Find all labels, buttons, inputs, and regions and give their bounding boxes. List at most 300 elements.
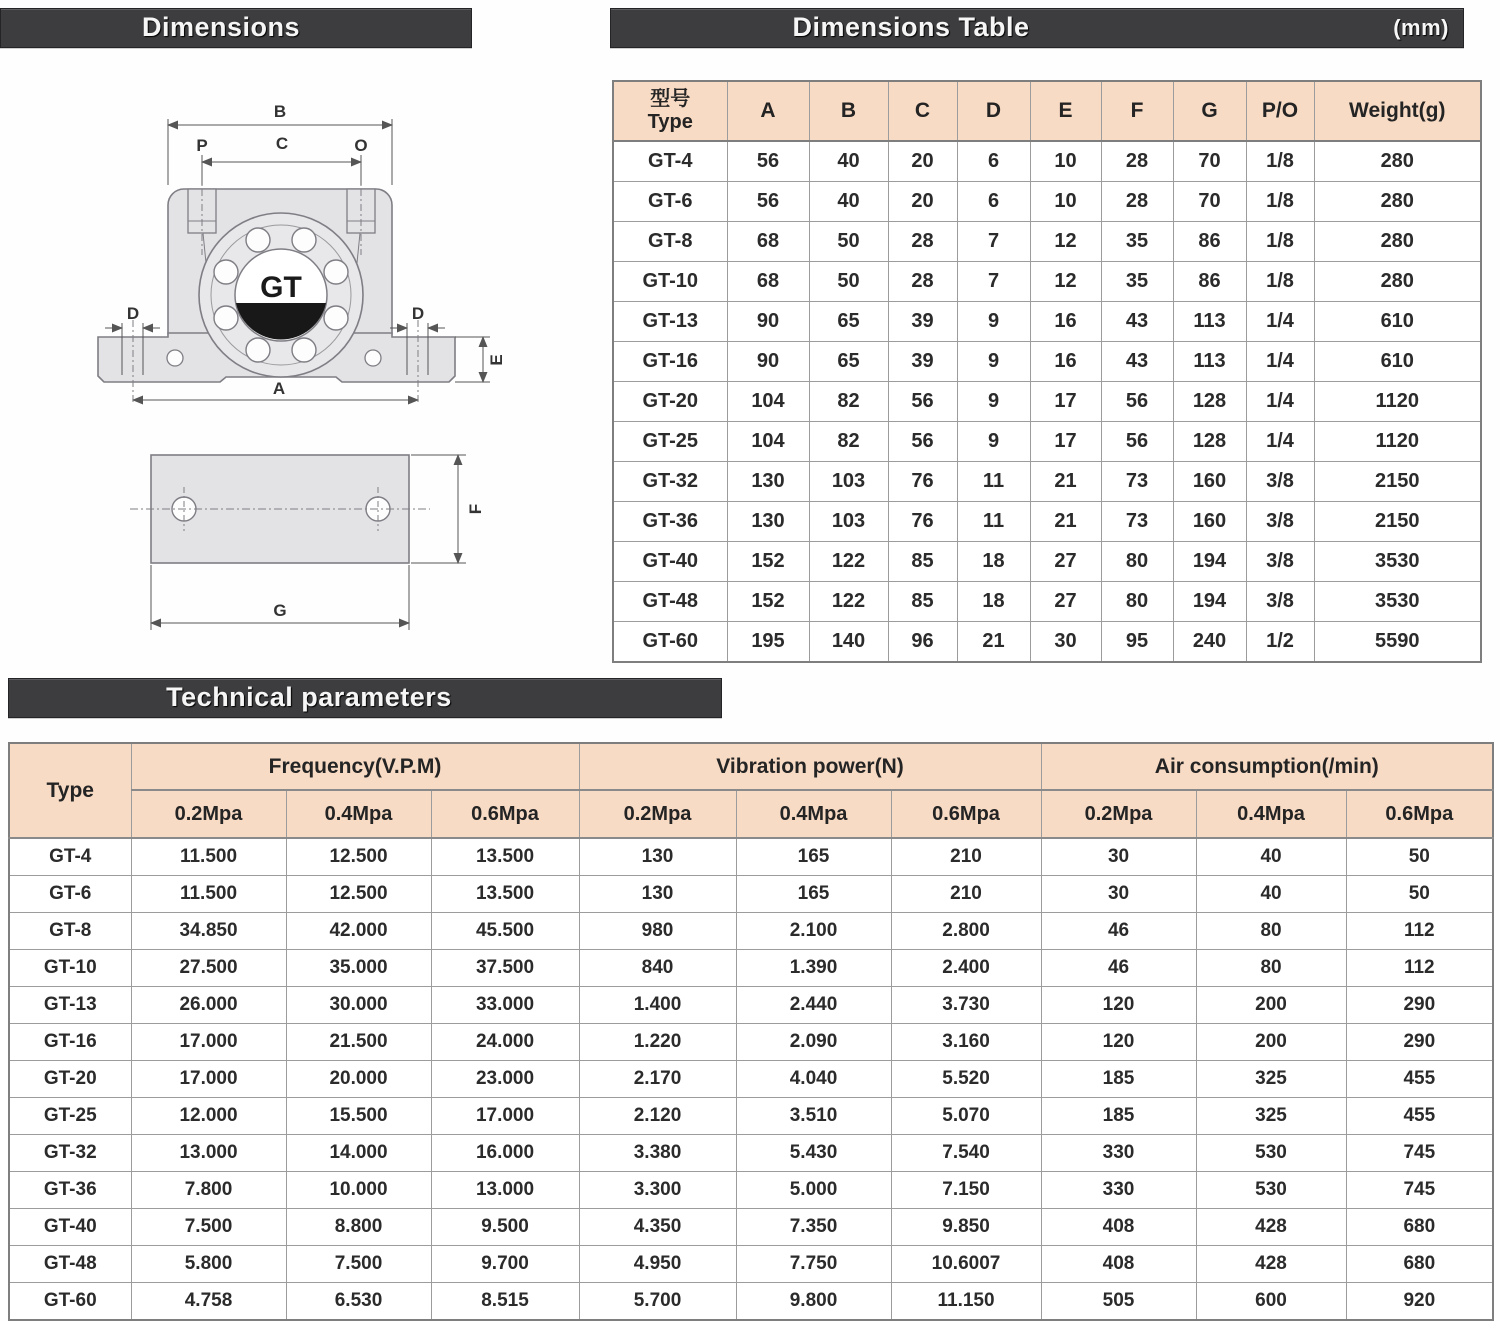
value-cell: 16	[1030, 342, 1101, 382]
dims-table-row	[613, 622, 1481, 663]
value-cell: 113	[1173, 342, 1246, 382]
dim-label-d-left: D	[126, 304, 140, 323]
value-cell: 6	[957, 182, 1030, 222]
type-cell: GT-60	[613, 622, 727, 663]
value-cell: 9	[957, 342, 1030, 382]
type-cell: GT-32	[613, 462, 727, 502]
value-cell: 4.350	[579, 1209, 736, 1246]
tech-table-row	[9, 987, 1493, 1024]
technical-section-title: Technical parameters	[166, 682, 452, 712]
value-cell: 120	[1041, 1024, 1196, 1061]
value-cell: 5.700	[579, 1283, 736, 1321]
value-cell: 20	[888, 141, 957, 182]
value-cell: 6.530	[286, 1283, 431, 1321]
value-cell: 28	[1101, 141, 1173, 182]
type-cell: GT-20	[613, 382, 727, 422]
value-cell: 76	[888, 502, 957, 542]
dim-label-o: O	[354, 136, 368, 155]
dims-header-d: D	[957, 81, 1030, 141]
value-cell: 9	[957, 382, 1030, 422]
value-cell: 26.000	[131, 987, 286, 1024]
value-cell: 15.500	[286, 1098, 431, 1135]
value-cell: 2150	[1314, 502, 1481, 542]
dims-header-type-cn: 型号	[650, 88, 691, 110]
value-cell: 42.000	[286, 913, 431, 950]
value-cell: 3.160	[891, 1024, 1041, 1061]
value-cell: 70	[1173, 141, 1246, 182]
value-cell: 130	[579, 838, 736, 876]
value-cell: 3.300	[579, 1172, 736, 1209]
value-cell: 50	[809, 222, 888, 262]
dimensions-table-unit: (mm)	[1393, 15, 1449, 40]
dimensions-table-title: Dimensions Table	[792, 12, 1030, 42]
value-cell: 20	[888, 182, 957, 222]
type-cell: GT-6	[9, 876, 131, 913]
tech-header-vibration-power: Vibration power(N)	[579, 743, 1041, 790]
value-cell: 28	[888, 222, 957, 262]
value-cell: 210	[891, 876, 1041, 913]
tech-subheader-vib-04: 0.4Mpa	[736, 790, 891, 838]
value-cell: 290	[1346, 1024, 1493, 1061]
dim-label-p: P	[196, 136, 208, 155]
value-cell: 5.070	[891, 1098, 1041, 1135]
value-cell: 210	[891, 838, 1041, 876]
value-cell: 3/8	[1246, 582, 1314, 622]
value-cell: 505	[1041, 1283, 1196, 1321]
type-cell: GT-8	[613, 222, 727, 262]
type-cell: GT-48	[9, 1246, 131, 1283]
dim-label-e: E	[487, 354, 506, 366]
dims-header-type	[613, 81, 727, 141]
value-cell: 10	[1030, 141, 1101, 182]
value-cell: 40	[809, 182, 888, 222]
dims-header-po: P/O	[1246, 81, 1314, 141]
value-cell: 10.000	[286, 1172, 431, 1209]
value-cell: 28	[888, 262, 957, 302]
type-cell: GT-25	[9, 1098, 131, 1135]
tech-table-row	[9, 876, 1493, 913]
dim-label-a: A	[272, 379, 286, 398]
value-cell: 11.500	[131, 838, 286, 876]
value-cell: 185	[1041, 1061, 1196, 1098]
value-cell: 455	[1346, 1061, 1493, 1098]
value-cell: 34.850	[131, 913, 286, 950]
dims-header-e: E	[1030, 81, 1101, 141]
value-cell: 200	[1196, 987, 1346, 1024]
value-cell: 408	[1041, 1209, 1196, 1246]
type-cell: GT-20	[9, 1061, 131, 1098]
tech-table-row	[9, 1209, 1493, 1246]
value-cell: 17	[1030, 422, 1101, 462]
dim-label-f: F	[466, 503, 485, 515]
value-cell: 1.220	[579, 1024, 736, 1061]
dim-label-g: G	[273, 601, 287, 620]
value-cell: 1/2	[1246, 622, 1314, 663]
value-cell: 21	[1030, 462, 1101, 502]
type-cell: GT-13	[9, 987, 131, 1024]
value-cell: 610	[1314, 302, 1481, 342]
value-cell: 80	[1196, 950, 1346, 987]
dims-header-row	[613, 81, 1481, 141]
value-cell: 112	[1346, 950, 1493, 987]
value-cell: 120	[1041, 987, 1196, 1024]
dims-table-body	[613, 141, 1481, 662]
type-cell: GT-36	[613, 502, 727, 542]
value-cell: 1/4	[1246, 422, 1314, 462]
dims-table-row	[613, 182, 1481, 222]
dims-header-a: A	[727, 81, 809, 141]
value-cell: 30	[1041, 876, 1196, 913]
value-cell: 70	[1173, 182, 1246, 222]
value-cell: 86	[1173, 262, 1246, 302]
value-cell: 46	[1041, 913, 1196, 950]
value-cell: 240	[1173, 622, 1246, 663]
value-cell: 1/8	[1246, 222, 1314, 262]
dims-header-g: G	[1173, 81, 1246, 141]
value-cell: 455	[1346, 1098, 1493, 1135]
value-cell: 17	[1030, 382, 1101, 422]
value-cell: 27	[1030, 582, 1101, 622]
value-cell: 160	[1173, 462, 1246, 502]
value-cell: 30	[1041, 838, 1196, 876]
value-cell: 2150	[1314, 462, 1481, 502]
tech-table-body	[9, 838, 1493, 1320]
value-cell: 12.500	[286, 838, 431, 876]
value-cell: 130	[727, 502, 809, 542]
value-cell: 1.390	[736, 950, 891, 987]
value-cell: 68	[727, 222, 809, 262]
value-cell: 128	[1173, 382, 1246, 422]
value-cell: 9	[957, 302, 1030, 342]
value-cell: 95	[1101, 622, 1173, 663]
value-cell: 18	[957, 542, 1030, 582]
value-cell: 1120	[1314, 382, 1481, 422]
value-cell: 325	[1196, 1098, 1346, 1135]
value-cell: 37.500	[431, 950, 579, 987]
value-cell: 30	[1030, 622, 1101, 663]
type-cell: GT-10	[9, 950, 131, 987]
value-cell: 46	[1041, 950, 1196, 987]
value-cell: 86	[1173, 222, 1246, 262]
value-cell: 3530	[1314, 582, 1481, 622]
value-cell: 3.380	[579, 1135, 736, 1172]
value-cell: 65	[809, 342, 888, 382]
value-cell: 3.510	[736, 1098, 891, 1135]
tech-group-header-row	[9, 743, 1493, 790]
value-cell: 13.000	[431, 1172, 579, 1209]
value-cell: 16.000	[431, 1135, 579, 1172]
value-cell: 13.500	[431, 876, 579, 913]
dims-table-row	[613, 422, 1481, 462]
value-cell: 40	[1196, 876, 1346, 913]
tech-subheader-air-04: 0.4Mpa	[1196, 790, 1346, 838]
value-cell: 8.800	[286, 1209, 431, 1246]
tech-table-row	[9, 1024, 1493, 1061]
value-cell: 96	[888, 622, 957, 663]
value-cell: 3530	[1314, 542, 1481, 582]
value-cell: 1.400	[579, 987, 736, 1024]
dim-label-b: B	[273, 102, 287, 121]
value-cell: 2.170	[579, 1061, 736, 1098]
value-cell: 103	[809, 462, 888, 502]
value-cell: 68	[727, 262, 809, 302]
tech-table-row	[9, 838, 1493, 876]
dims-table-row	[613, 222, 1481, 262]
technical-table-container	[8, 742, 1494, 1321]
tech-table-row	[9, 1098, 1493, 1135]
value-cell: 5.800	[131, 1246, 286, 1283]
dims-header-c: C	[888, 81, 957, 141]
value-cell: 14.000	[286, 1135, 431, 1172]
tech-table-row	[9, 1061, 1493, 1098]
value-cell: 24.000	[431, 1024, 579, 1061]
dimensions-table	[612, 80, 1482, 663]
value-cell: 2.090	[736, 1024, 891, 1061]
value-cell: 130	[727, 462, 809, 502]
value-cell: 27	[1030, 542, 1101, 582]
tech-subheader-vib-02: 0.2Mpa	[579, 790, 736, 838]
dimensions-section-title: Dimensions	[141, 12, 301, 42]
value-cell: 80	[1101, 542, 1173, 582]
value-cell: 2.440	[736, 987, 891, 1024]
foot-hole-left	[167, 350, 183, 366]
value-cell: 9.700	[431, 1246, 579, 1283]
value-cell: 130	[579, 876, 736, 913]
tech-sub-header-row	[9, 790, 1493, 838]
value-cell: 30.000	[286, 987, 431, 1024]
value-cell: 50	[809, 262, 888, 302]
value-cell: 13.000	[131, 1135, 286, 1172]
tech-table-row	[9, 1172, 1493, 1209]
dims-table-row	[613, 262, 1481, 302]
dims-header-weight: Weight(g)	[1314, 81, 1481, 141]
value-cell: 428	[1196, 1209, 1346, 1246]
value-cell: 1/4	[1246, 302, 1314, 342]
dimensions-table-section-header	[610, 8, 1464, 48]
value-cell: 3.730	[891, 987, 1041, 1024]
value-cell: 112	[1346, 913, 1493, 950]
value-cell: 1120	[1314, 422, 1481, 462]
tech-subheader-freq-06: 0.6Mpa	[431, 790, 579, 838]
tech-subheader-freq-02: 0.2Mpa	[131, 790, 286, 838]
value-cell: 16	[1030, 302, 1101, 342]
value-cell: 840	[579, 950, 736, 987]
value-cell: 7.800	[131, 1172, 286, 1209]
value-cell: 325	[1196, 1061, 1346, 1098]
value-cell: 600	[1196, 1283, 1346, 1321]
dimensions-table-container	[612, 80, 1482, 663]
value-cell: 2.100	[736, 913, 891, 950]
value-cell: 28	[1101, 182, 1173, 222]
value-cell: 7.500	[131, 1209, 286, 1246]
value-cell: 7	[957, 222, 1030, 262]
side-view	[130, 455, 430, 563]
value-cell: 330	[1041, 1172, 1196, 1209]
value-cell: 6	[957, 141, 1030, 182]
value-cell: 7.150	[891, 1172, 1041, 1209]
value-cell: 330	[1041, 1135, 1196, 1172]
value-cell: 530	[1196, 1172, 1346, 1209]
tech-subheader-air-06: 0.6Mpa	[1346, 790, 1493, 838]
value-cell: 200	[1196, 1024, 1346, 1061]
value-cell: 290	[1346, 987, 1493, 1024]
type-cell: GT-16	[9, 1024, 131, 1061]
value-cell: 90	[727, 302, 809, 342]
value-cell: 104	[727, 382, 809, 422]
value-cell: 17.000	[131, 1024, 286, 1061]
value-cell: 10.6007	[891, 1246, 1041, 1283]
value-cell: 9.800	[736, 1283, 891, 1321]
value-cell: 4.950	[579, 1246, 736, 1283]
dims-table-row	[613, 542, 1481, 582]
value-cell: 18	[957, 582, 1030, 622]
type-cell: GT-36	[9, 1172, 131, 1209]
value-cell: 80	[1101, 582, 1173, 622]
value-cell: 7.500	[286, 1246, 431, 1283]
value-cell: 76	[888, 462, 957, 502]
value-cell: 185	[1041, 1098, 1196, 1135]
value-cell: 428	[1196, 1246, 1346, 1283]
value-cell: 165	[736, 838, 891, 876]
value-cell: 5.520	[891, 1061, 1041, 1098]
value-cell: 85	[888, 542, 957, 582]
value-cell: 50	[1346, 876, 1493, 913]
type-cell: GT-48	[613, 582, 727, 622]
dim-label-d-right: D	[411, 304, 425, 323]
value-cell: 5.430	[736, 1135, 891, 1172]
tech-table-row	[9, 1246, 1493, 1283]
value-cell: 45.500	[431, 913, 579, 950]
value-cell: 3/8	[1246, 462, 1314, 502]
dims-table-row	[613, 462, 1481, 502]
value-cell: 12.500	[286, 876, 431, 913]
value-cell: 195	[727, 622, 809, 663]
value-cell: 152	[727, 582, 809, 622]
value-cell: 12.000	[131, 1098, 286, 1135]
value-cell: 103	[809, 502, 888, 542]
type-cell: GT-16	[613, 342, 727, 382]
tech-subheader-air-02: 0.2Mpa	[1041, 790, 1196, 838]
value-cell: 1/4	[1246, 382, 1314, 422]
value-cell: 920	[1346, 1283, 1493, 1321]
type-cell: GT-60	[9, 1283, 131, 1321]
value-cell: 56	[1101, 422, 1173, 462]
technical-section-header	[8, 678, 722, 718]
technical-table	[8, 742, 1494, 1321]
value-cell: 56	[888, 422, 957, 462]
value-cell: 7.540	[891, 1135, 1041, 1172]
value-cell: 140	[809, 622, 888, 663]
value-cell: 280	[1314, 182, 1481, 222]
value-cell: 7	[957, 262, 1030, 302]
dims-header-type-en: Type	[647, 111, 693, 133]
value-cell: 9.850	[891, 1209, 1041, 1246]
dims-table-row	[613, 342, 1481, 382]
value-cell: 73	[1101, 462, 1173, 502]
value-cell: 85	[888, 582, 957, 622]
dim-label-c: C	[275, 134, 289, 153]
tech-table-row	[9, 1283, 1493, 1321]
value-cell: 2.120	[579, 1098, 736, 1135]
value-cell: 8.515	[431, 1283, 579, 1321]
value-cell: 2.800	[891, 913, 1041, 950]
value-cell: 128	[1173, 422, 1246, 462]
value-cell: 56	[1101, 382, 1173, 422]
value-cell: 3/8	[1246, 502, 1314, 542]
value-cell: 7.350	[736, 1209, 891, 1246]
value-cell: 530	[1196, 1135, 1346, 1172]
value-cell: 56	[888, 382, 957, 422]
tech-header-type: Type	[9, 743, 131, 838]
value-cell: 408	[1041, 1246, 1196, 1283]
value-cell: 5.000	[736, 1172, 891, 1209]
type-cell: GT-40	[613, 542, 727, 582]
value-cell: 43	[1101, 302, 1173, 342]
value-cell: 4.040	[736, 1061, 891, 1098]
dims-header-b: B	[809, 81, 888, 141]
value-cell: 73	[1101, 502, 1173, 542]
value-cell: 21	[1030, 502, 1101, 542]
value-cell: 745	[1346, 1172, 1493, 1209]
value-cell: 20.000	[286, 1061, 431, 1098]
value-cell: 680	[1346, 1246, 1493, 1283]
dims-header-f: F	[1101, 81, 1173, 141]
type-cell: GT-8	[9, 913, 131, 950]
value-cell: 113	[1173, 302, 1246, 342]
value-cell: 1/8	[1246, 182, 1314, 222]
foot-hole-right	[365, 350, 381, 366]
type-cell: GT-32	[9, 1135, 131, 1172]
value-cell: 50	[1346, 838, 1493, 876]
value-cell: 194	[1173, 582, 1246, 622]
value-cell: 7.750	[736, 1246, 891, 1283]
value-cell: 12	[1030, 262, 1101, 302]
tech-header-frequency: Frequency(V.P.M)	[131, 743, 579, 790]
value-cell: 104	[727, 422, 809, 462]
dims-table-row	[613, 382, 1481, 422]
value-cell: 43	[1101, 342, 1173, 382]
value-cell: 152	[727, 542, 809, 582]
value-cell: 122	[809, 582, 888, 622]
value-cell: 745	[1346, 1135, 1493, 1172]
value-cell: 39	[888, 302, 957, 342]
type-cell: GT-40	[9, 1209, 131, 1246]
tech-table-row	[9, 1135, 1493, 1172]
value-cell: 82	[809, 382, 888, 422]
value-cell: 11.150	[891, 1283, 1041, 1321]
value-cell: 1/8	[1246, 262, 1314, 302]
value-cell: 680	[1346, 1209, 1493, 1246]
tech-table-row	[9, 950, 1493, 987]
value-cell: 33.000	[431, 987, 579, 1024]
value-cell: 65	[809, 302, 888, 342]
value-cell: 1/8	[1246, 141, 1314, 182]
value-cell: 82	[809, 422, 888, 462]
dimension-diagram	[30, 85, 560, 665]
value-cell: 11.500	[131, 876, 286, 913]
dims-table-row	[613, 302, 1481, 342]
value-cell: 56	[727, 141, 809, 182]
value-cell: 3/8	[1246, 542, 1314, 582]
tech-header-air-consumption: Air consumption(/min)	[1041, 743, 1493, 790]
value-cell: 39	[888, 342, 957, 382]
value-cell: 27.500	[131, 950, 286, 987]
value-cell: 13.500	[431, 838, 579, 876]
dims-table-row	[613, 502, 1481, 542]
value-cell: 9.500	[431, 1209, 579, 1246]
tech-subheader-freq-04: 0.4Mpa	[286, 790, 431, 838]
value-cell: 280	[1314, 222, 1481, 262]
